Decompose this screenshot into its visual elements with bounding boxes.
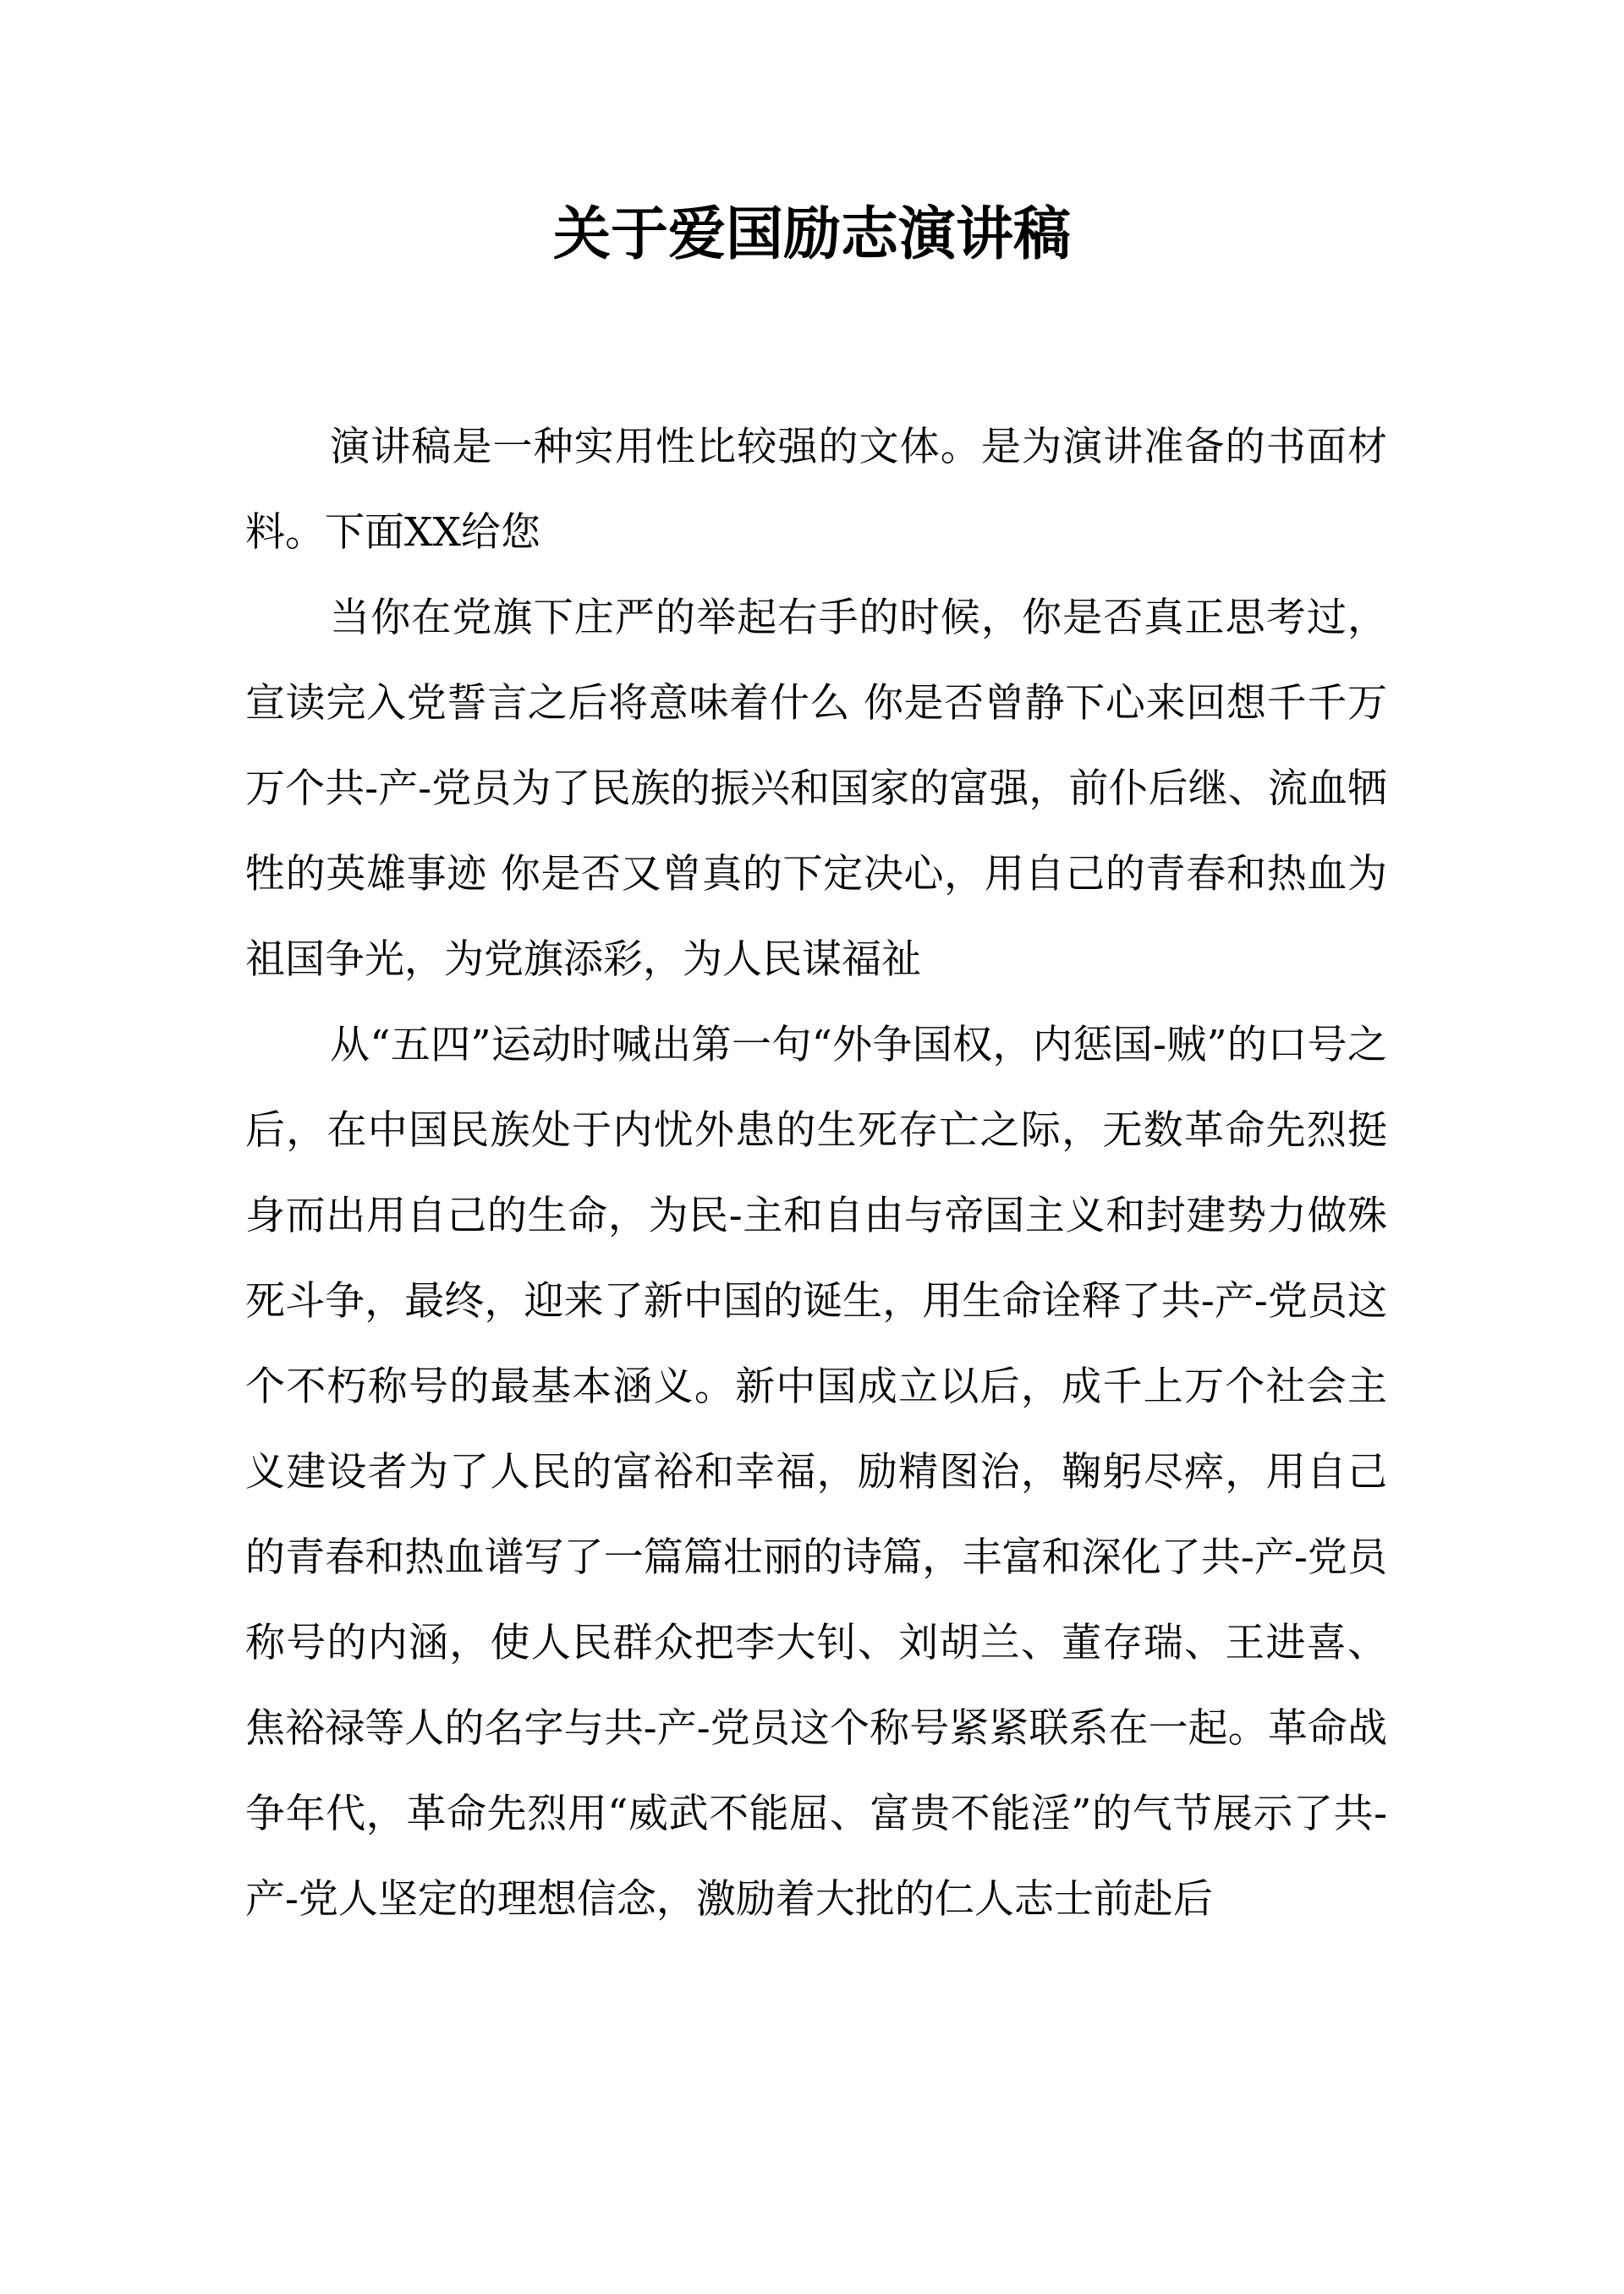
paragraph-intro: 演讲稿是一种实用性比较强的文体。是为演讲准备的书面材料。下面XX给您 [245, 424, 1387, 556]
paragraph-oath-reflection: 当你在党旗下庄严的举起右手的时候，你是否真正思考过，宣读完入党誓言之后将意味着什么 你是否曾静下心来回想千千万万个共-产-党员为了民族的振兴和国家的富强，前仆后继、流血牺牲的英雄事迹 你是否又曾真的下定决心，用自己的青春和热血为祖国争光，为党旗添彩，为人民谋福祉 [245, 595, 1387, 983]
document-body [245, 404, 1387, 1942]
paragraph-history: 从“五四”运动时喊出第一句“外争国权，内惩国-贼”的口号之后，在中国民族处于内忧外患的生死存亡之际，无数革命先烈挺身而出用自己的生命，为民-主和自由与帝国主义和封建势力做殊死斗争，最终，迎来了新中国的诞生，用生命诠释了共-产-党员这个不朽称号的最基本涵义。新中国成立以后，成千上万个社会主义建设者为了人民的富裕和幸福，励精图治，鞠躬尽瘁，用自己的青春和热血谱写了一篇篇壮丽的诗篇，丰富和深化了共-产-党员称号的内涵，使人民群众把李大钊、刘胡兰、董存瑞、王进喜、焦裕禄等人的名字与共-产-党员这个称号紧紧联系在一起。革命战争年代，革命先烈用“威武不能屈、富贵不能淫”的气节展示了共-产-党人坚定的理想信念，激励着大批的仁人志士前赴后 [245, 1022, 1387, 1923]
document-title: 关于爱国励志演讲稿 [552, 201, 1071, 268]
